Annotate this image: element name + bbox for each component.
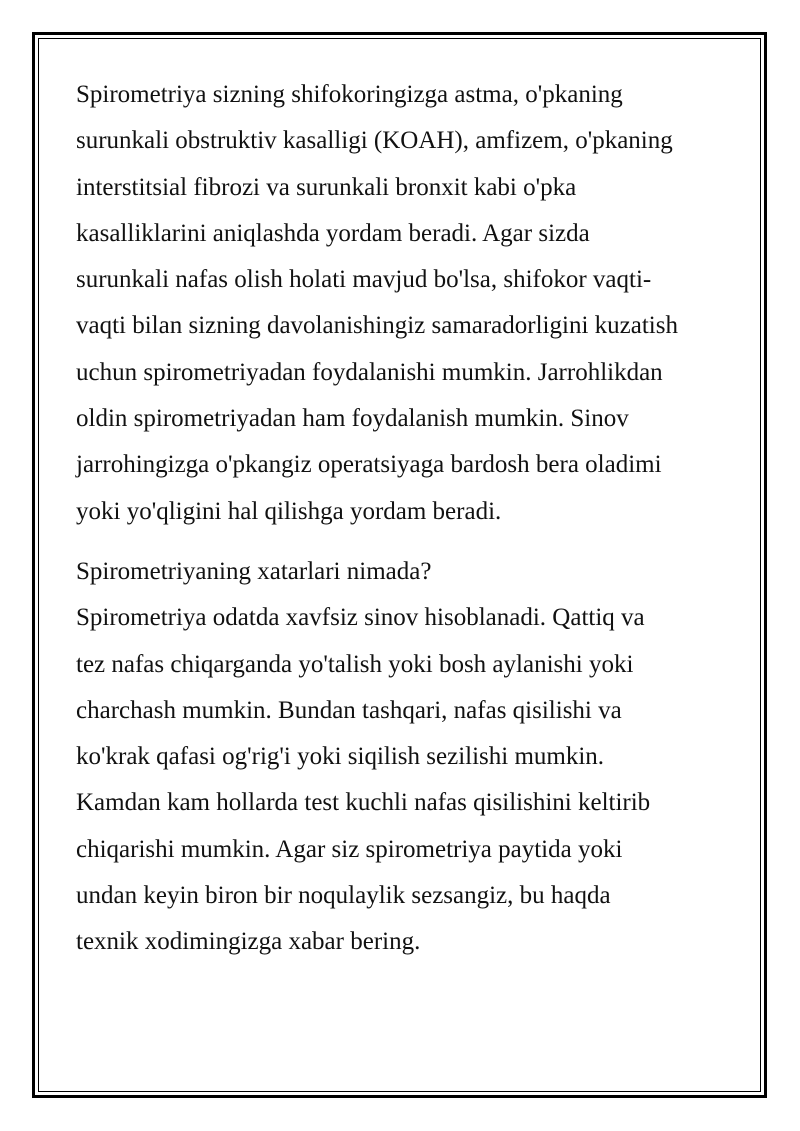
text-line: texnik xodimingizga xabar bering. — [76, 928, 421, 956]
text-line: ko'krak qafasi og'rig'i yoki siqilish sezilishi mumkin. — [76, 743, 605, 771]
document-body — [76, 72, 736, 966]
text-line: Spirometriya odatda xavfsiz sinov hisoblanadi. Qattiq va — [76, 604, 645, 632]
text-line: charchash mumkin. Bundan tashqari, nafas qisilishi va — [76, 696, 622, 724]
text-line: kasalliklarini aniqlashda yordam beradi. Agar sizda — [76, 219, 590, 247]
paragraph-risks — [76, 549, 736, 966]
text-line: undan keyin biron bir noqulaylik sezsangiz, bu haqda — [76, 882, 611, 910]
text-line: yoki yo'qligini hal qilishga yordam beradi. — [76, 497, 502, 525]
text-line: Kamdan kam hollarda test kuchli nafas qisilishini keltirib — [76, 789, 651, 817]
text-line: chiqarishi mumkin. Agar siz spirometriya paytida yoki — [76, 835, 623, 863]
text-line: tez nafas chiqarganda yo'talish yoki bosh aylanishi yoki — [76, 650, 634, 678]
paragraph-indications — [76, 72, 736, 535]
text-line: Spirometriya sizning shifokoringizga astma, o'pkaning — [76, 81, 623, 108]
text-line: surunkali obstruktiv kasalligi (KOAH), amfizem, o'pkaning — [76, 127, 673, 155]
text-line: vaqti bilan sizning davolanishingiz samaradorligini kuzatish — [76, 312, 678, 340]
text-line: jarrohingizga o'pkangiz operatsiyaga bardosh bera oladimi — [76, 451, 662, 479]
text-line: oldin spirometriyadan ham foydalanish mumkin. Sinov — [76, 405, 629, 433]
section-heading: Spirometriyaning xatarlari nimada? — [76, 557, 432, 585]
text-line: interstitsial fibrozi va surunkali bronxit kabi o'pka — [76, 173, 577, 201]
paragraph-spacing — [76, 535, 736, 549]
text-line: surunkali nafas olish holati mavjud bo'lsa, shifokor vaqti- — [76, 266, 652, 294]
text-line: uchun spirometriyadan foydalanishi mumkin. Jarrohlikdan — [76, 358, 663, 386]
